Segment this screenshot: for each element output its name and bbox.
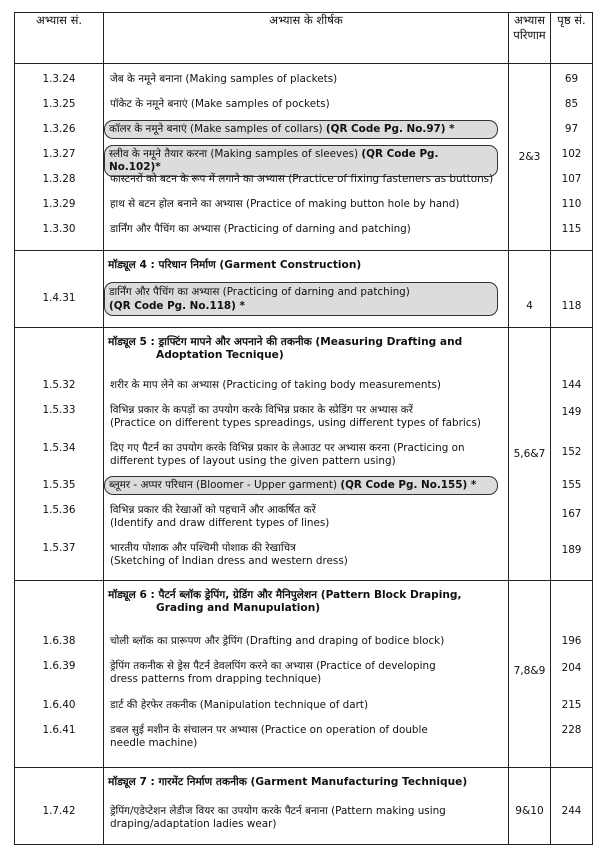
s1-r2-num: 1.3.25 bbox=[42, 98, 76, 110]
s3-module-heading bbox=[104, 328, 508, 362]
s1-r3-qr: (QR Code Pg. No.97) * bbox=[325, 123, 455, 135]
s1-r4-num: 1.3.27 bbox=[42, 148, 76, 160]
s3-page-cell bbox=[551, 328, 593, 581]
s4-module-line2: Grading and Manupulation) bbox=[156, 602, 321, 614]
s4-r2-page: 204 bbox=[561, 662, 582, 674]
s5-page-cell bbox=[551, 768, 593, 845]
s1-r2-title: पॉकेट के नमूने बनाएं (Make samples of pockets) bbox=[110, 98, 330, 110]
s2-page-cell bbox=[551, 251, 593, 328]
s2-r1-title: डार्निंग और पैचिंग का अभ्यास (Practicing of darning and patching) bbox=[109, 286, 410, 298]
s2-num-cell bbox=[15, 251, 104, 328]
s4-page-cell bbox=[551, 581, 593, 768]
s1-r6-num: 1.3.29 bbox=[42, 198, 76, 210]
s3-r5-title2: (Identify and draw different types of lines) bbox=[110, 517, 330, 529]
s4-outcome-cell bbox=[509, 581, 551, 768]
s3-r2-num: 1.5.33 bbox=[42, 404, 76, 416]
s4-r4-num: 1.6.41 bbox=[42, 724, 76, 736]
s1-r3-num: 1.3.26 bbox=[42, 123, 76, 135]
s3-r4-page: 155 bbox=[561, 479, 582, 491]
s1-r4-page: 102 bbox=[561, 148, 582, 160]
s3-r4-num: 1.5.35 bbox=[42, 479, 76, 491]
header-learning-outcome bbox=[509, 13, 551, 64]
s5-outcome-cell bbox=[509, 768, 551, 845]
s2-title-cell bbox=[104, 251, 509, 328]
s1-r7-page: 115 bbox=[561, 223, 582, 235]
s3-r6-num: 1.5.37 bbox=[42, 542, 76, 554]
s3-r3-num: 1.5.34 bbox=[42, 442, 76, 454]
s2-outcome-cell bbox=[509, 251, 551, 328]
s1-r6-page: 110 bbox=[561, 198, 582, 210]
s3-r5-num: 1.5.36 bbox=[42, 504, 76, 516]
s1-r3-highlight bbox=[104, 120, 498, 139]
s5-module-heading: मॉड्यूल 7 : गारमेंट निर्माण तकनीक (Garment Manufacturing Technique) bbox=[108, 776, 468, 788]
s1-r1-num: 1.3.24 bbox=[42, 73, 76, 85]
header-row bbox=[15, 13, 593, 64]
s5-num-cell bbox=[15, 768, 104, 845]
s4-module-heading bbox=[104, 581, 508, 615]
s5-outcome: 9&10 bbox=[515, 805, 544, 817]
s4-r2-title: ड्रेपिंग तकनीक से ड्रेस पैटर्न डेवलपिंग करने का अभ्यास (Practice of developing bbox=[110, 660, 436, 672]
s3-r6-title2: (Sketching of Indian dress and western dress) bbox=[110, 555, 348, 567]
section-1 bbox=[15, 64, 593, 251]
s3-outcome: 5,6&7 bbox=[509, 328, 551, 581]
s3-r3-page: 152 bbox=[561, 446, 582, 458]
s3-r1-title: शरीर के माप लेने का अभ्यास (Practicing of taking body measurements) bbox=[110, 379, 441, 391]
header-exercise-title: अभ्यास के शीर्षक bbox=[104, 13, 509, 64]
s4-r1-num: 1.6.38 bbox=[42, 635, 76, 647]
s1-r5-title: फास्टनरों को बटन के रूप में लगाने का अभ्यास (Practice of fixing fasteners as buttons) bbox=[110, 173, 494, 185]
s3-r2-title: विभिन्न प्रकार के कपड़ों का उपयोग करके विभिन्न प्रकार के स्प्रेडिंग पर अभ्यास करें bbox=[110, 404, 413, 416]
s4-r3-num: 1.6.40 bbox=[42, 699, 76, 711]
s4-r1-title: चोली ब्लॉक का प्रारूपण और ड्रेपिंग (Drafting and draping of bodice block) bbox=[110, 635, 445, 647]
section-3 bbox=[15, 328, 593, 581]
s5-title-cell bbox=[104, 768, 509, 845]
section-5 bbox=[15, 768, 593, 845]
s4-title-cell bbox=[104, 581, 509, 768]
s4-r4-title2: needle machine) bbox=[110, 737, 198, 749]
s1-page-cell bbox=[551, 64, 593, 251]
s5-r1-title2: draping/adaptation ladies wear) bbox=[110, 818, 277, 830]
s3-r2-page: 149 bbox=[561, 406, 582, 418]
s3-module-line1: मॉड्यूल 5 : ड्राफ्टिंग मापने और अपनाने की तकनीक (Measuring Drafting and bbox=[108, 336, 463, 348]
s4-outcome: 7,8&9 bbox=[513, 665, 546, 677]
s2-r1-page: 118 bbox=[561, 300, 582, 312]
s3-r5-title: विभिन्न प्रकार की रेखाओं को पहचानें और आकर्षित करें bbox=[110, 504, 316, 516]
s4-r3-title: डार्ट की हेरफेर तकनीक (Manipulation technique of dart) bbox=[110, 699, 369, 711]
s1-num-cell bbox=[15, 64, 104, 251]
s3-r1-num: 1.5.32 bbox=[42, 379, 76, 391]
s4-r4-page: 228 bbox=[561, 724, 582, 736]
s1-r1-page: 69 bbox=[564, 73, 579, 85]
s3-r5-page: 167 bbox=[561, 508, 582, 520]
header-page-no: पृष्ठ सं. bbox=[551, 13, 593, 64]
s3-title-cell bbox=[104, 328, 509, 581]
s3-r4-qr: (QR Code Pg. No.155) * bbox=[340, 479, 477, 491]
s4-r3-page: 215 bbox=[561, 699, 582, 711]
s3-r3-title: दिए गए पैटर्न का उपयोग करके विभिन्न प्रकार के लेआउट पर अभ्यास करना (Practicing on bbox=[110, 442, 465, 454]
s1-r4-title: स्लीव के नमूने तैयार करना (Making samples of sleeves) bbox=[109, 148, 359, 160]
s2-r1-qr: (QR Code Pg. No.118) * bbox=[109, 300, 245, 312]
s1-r4-qr: (QR Code Pg. No.102)* bbox=[109, 148, 439, 173]
s1-r5-num: 1.3.28 bbox=[42, 173, 76, 185]
s3-r3-title2: different types of layout using the given pattern using) bbox=[110, 455, 396, 467]
s1-r2-page: 85 bbox=[564, 98, 579, 110]
section-2 bbox=[15, 251, 593, 328]
s1-r5-page: 107 bbox=[561, 173, 582, 185]
s3-r6-title: भारतीय पोशाक और पश्चिमी पोशाक की रेखाचित्र bbox=[110, 542, 296, 554]
s2-outcome: 4 bbox=[526, 300, 533, 312]
s1-r7-num: 1.3.30 bbox=[42, 223, 76, 235]
s3-r4-title: ब्लूमर - अप्पर परिधान (Bloomer - Upper garment) bbox=[109, 479, 338, 491]
s1-r3-page: 97 bbox=[564, 123, 579, 135]
s1-title-cell bbox=[104, 64, 509, 251]
s5-r1-page: 244 bbox=[561, 805, 582, 817]
s1-outcome: 2&3 bbox=[509, 64, 551, 251]
s1-r7-title: डार्निंग और पैचिंग का अभ्यास (Practicing of darning and patching) bbox=[110, 223, 411, 235]
s2-r1-num: 1.4.31 bbox=[42, 292, 76, 304]
s1-r1-title: जेब के नमूने बनाना (Making samples of plackets) bbox=[110, 73, 338, 85]
s4-r2-num: 1.6.39 bbox=[42, 660, 76, 672]
s3-r1-page: 144 bbox=[561, 379, 582, 391]
s3-r2-title2: (Practice on different types spreadings, using different types of fabrics) bbox=[110, 417, 481, 429]
s4-module-line1: मॉड्यूल 6 : पैटर्न ब्लॉक ड्रेपिंग, ग्रेडिंग और मैनिपुलेशन (Pattern Block Draping, bbox=[108, 589, 462, 601]
s5-r1-num: 1.7.42 bbox=[42, 805, 76, 817]
s3-r4-highlight bbox=[104, 476, 498, 495]
s4-num-cell bbox=[15, 581, 104, 768]
s3-module-line2: Adoptation Tecnique) bbox=[156, 349, 284, 361]
s2-module-heading: मॉड्यूल 4 : परिधान निर्माण (Garment Construction) bbox=[108, 259, 362, 271]
s2-r1-highlight bbox=[104, 282, 498, 316]
contents-table bbox=[14, 12, 593, 845]
section-4 bbox=[15, 581, 593, 768]
header-exercise-no: अभ्यास सं. bbox=[15, 13, 104, 64]
s4-r2-title2: dress patterns from drapping technique) bbox=[110, 673, 322, 685]
s1-r3-title: कॉलर के नमूने बनाएं (Make samples of collars) bbox=[109, 123, 323, 135]
s3-num-cell bbox=[15, 328, 104, 581]
s3-r6-page: 189 bbox=[561, 544, 582, 556]
s5-r1-title: ड्रेपिंग/एडेप्टेशन लेडीज वियर का उपयोग करके पैटर्न बनाना (Pattern making using bbox=[110, 805, 446, 817]
header-outcome-line2: परिणाम bbox=[513, 28, 546, 42]
s1-r6-title: हाथ से बटन होल बनाने का अभ्यास (Practice of making button hole by hand) bbox=[110, 198, 460, 210]
s4-r1-page: 196 bbox=[561, 635, 582, 647]
header-outcome-line1: अभ्यास bbox=[514, 13, 545, 27]
s4-r4-title: डबल सुई मशीन के संचालन पर अभ्यास (Practice on operation of double bbox=[110, 724, 428, 736]
